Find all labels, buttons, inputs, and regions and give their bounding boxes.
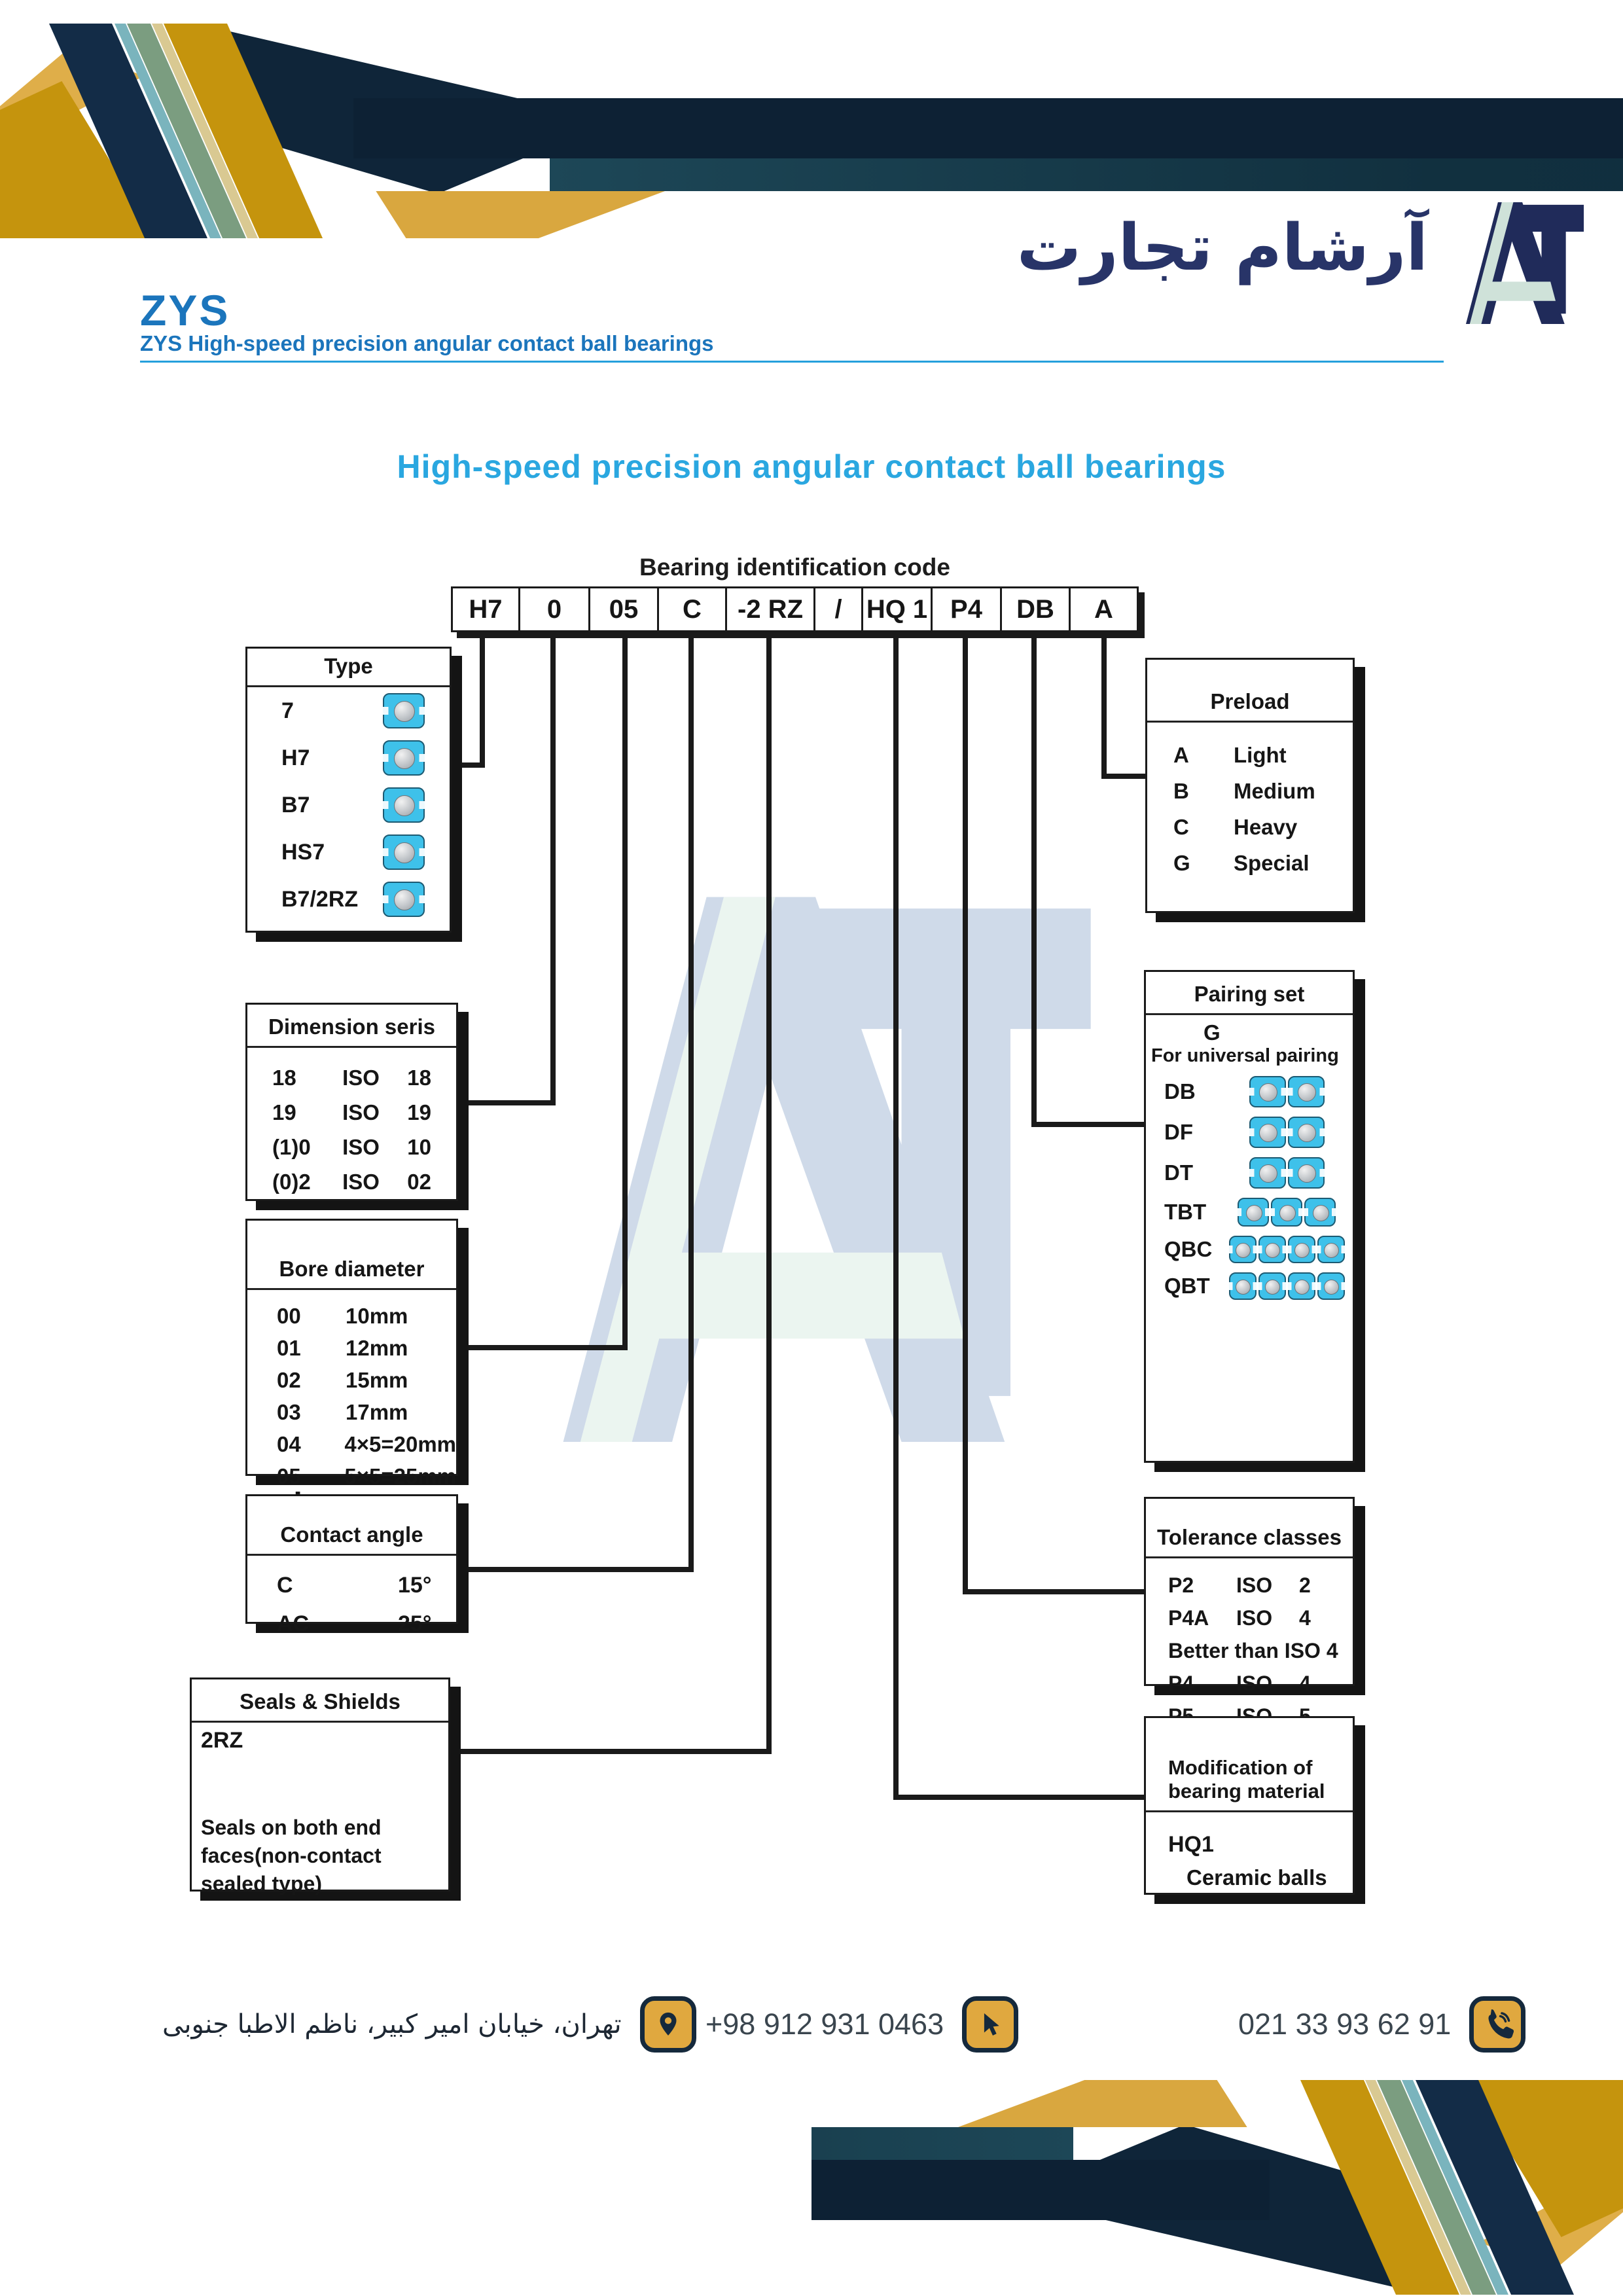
bearing-icon (383, 787, 425, 823)
type-row: H7 (281, 740, 425, 776)
contact-angle-row: C 15° (277, 1573, 432, 1598)
bearing-icon (383, 882, 425, 917)
connector-line (458, 1345, 628, 1350)
pairing-row: QBC (1146, 1236, 1353, 1263)
pairing-universal-code: G (1204, 1020, 1221, 1045)
type-row: HS7 (281, 834, 425, 870)
connector-line (622, 632, 628, 1350)
type-row: B7/2RZ (281, 882, 425, 917)
tolerance-row: Better than ISO 4 (1168, 1639, 1338, 1662)
code-cell-separator: / (815, 588, 863, 630)
connector-line (1101, 632, 1107, 779)
diagram-title: Bearing identification code (639, 554, 950, 581)
code-cell-material: HQ 1 (863, 588, 933, 630)
code-cell-seals: -2 RZ (727, 588, 815, 630)
connector-line (766, 632, 772, 1754)
preload-row: A Light (1173, 743, 1287, 767)
zys-subtitle: ZYS High-speed precision angular contact ball bearings (140, 331, 714, 355)
contact-angle-box (245, 1494, 458, 1636)
connector-line (688, 632, 694, 1572)
bore-row: 01 12mm (277, 1336, 408, 1360)
connector-line (1104, 774, 1149, 779)
connector-line (1034, 1122, 1149, 1127)
tolerance-row: P2 ISO 2 (1168, 1573, 1311, 1597)
connector-line (458, 1567, 694, 1572)
code-cell-contact-angle: C (659, 588, 727, 630)
bore-box-title: Bore diameter (247, 1221, 456, 1290)
page-title: High-speed precision angular contact ball bearings (397, 448, 1226, 485)
seals-code: 2RZ (201, 1728, 243, 1753)
modification-title: Modification of bearing material (1146, 1718, 1353, 1812)
watermark-at-logo (548, 863, 1111, 1465)
bearing-pair-icon (1226, 1076, 1347, 1107)
cursor-icon (962, 1996, 1018, 2053)
connector-line (458, 1100, 556, 1105)
preload-title: Preload (1147, 660, 1353, 723)
address-item (162, 1996, 696, 2053)
code-cell-preload: A (1094, 594, 1113, 624)
decorative-band (550, 158, 1623, 191)
dimension-row: (0)2 ISO 02 (272, 1170, 431, 1194)
bore-diameter-box (245, 1219, 458, 1488)
bearing-code-strip (451, 586, 1139, 632)
dimension-row: (1)0 ISO 10 (272, 1135, 431, 1159)
type-box-title: Type (247, 649, 450, 687)
modification-code: HQ1 (1168, 1832, 1214, 1857)
connector-line (452, 762, 485, 768)
code-cell-tolerance: P4 (933, 588, 1002, 630)
contact-angle-title: Contact angle (247, 1496, 456, 1556)
bearing-triplet-icon (1226, 1198, 1347, 1227)
connector-line (450, 1749, 772, 1754)
bearing-quad-icon (1226, 1236, 1347, 1263)
code-cell-type: H7 (453, 588, 520, 630)
tolerance-row: P4A ISO 4 (1168, 1606, 1311, 1630)
connector-line (480, 632, 485, 768)
dimension-row: 18 ISO 18 (272, 1066, 431, 1090)
bore-row: 03 17mm (277, 1400, 408, 1424)
bore-row: 05 5×5=25mm (277, 1464, 456, 1488)
company-at-logo-icon (1465, 191, 1586, 332)
zys-logo: ZYS (140, 286, 230, 334)
connector-line (963, 632, 968, 1594)
preload-row: B Medium (1173, 779, 1315, 803)
code-cell-pairing: DB (1002, 588, 1071, 630)
code-cell-bore: 05 (590, 588, 659, 630)
pairing-row: DT (1146, 1157, 1353, 1189)
pairing-row: TBT (1146, 1198, 1353, 1227)
modification-box (1144, 1716, 1355, 1895)
brand-name-farsi: آرشام تجارت (1016, 211, 1428, 285)
seals-shields-box (190, 1677, 450, 1896)
bore-row: 02 15mm (277, 1368, 408, 1392)
decorative-ribbon (958, 2080, 1259, 2127)
decorative-band (353, 98, 1623, 158)
connector-line (896, 1795, 1149, 1800)
tolerance-classes-box (1144, 1497, 1355, 1695)
pairing-title: Pairing set (1146, 972, 1353, 1015)
contact-angle-row: AC 25° (277, 1611, 432, 1636)
preload-row: G Special (1173, 851, 1310, 875)
connector-line (893, 632, 899, 1800)
modification-description: Ceramic balls (1186, 1865, 1327, 1890)
pairing-set-box (1144, 970, 1355, 1463)
bearing-quad-icon (1226, 1272, 1347, 1300)
bearing-icon (383, 693, 425, 728)
bearing-pair-icon (1226, 1117, 1347, 1148)
pairing-row: DB (1146, 1076, 1353, 1107)
header-divider-line (140, 361, 1444, 363)
bore-row: 00 10mm (277, 1304, 408, 1328)
decorative-band (812, 2160, 1270, 2220)
phone-number: 021 33 93 62 91 (1238, 2007, 1452, 2041)
tolerance-row: P4 ISO 4 (1168, 1672, 1311, 1695)
bearing-pair-icon (1226, 1157, 1347, 1189)
type-row: 7 (281, 693, 425, 728)
tolerance-title: Tolerance classes (1146, 1499, 1353, 1558)
address-text: تهران، خیابان امیر کبیر، ناظم الاطبا جنوبی (162, 2009, 622, 2039)
connector-line (965, 1589, 1149, 1594)
location-pin-icon (640, 1996, 696, 2053)
preload-box (1145, 658, 1355, 913)
pairing-row: DF (1146, 1117, 1353, 1148)
decorative-band (812, 2127, 1073, 2160)
phone-item (1238, 1996, 1525, 2053)
type-box (245, 647, 452, 933)
dimension-box-title: Dimension seris (247, 1005, 456, 1048)
dimension-series-box (245, 1003, 458, 1201)
mobile-number: +98 912 931 0463 (705, 2007, 944, 2041)
pairing-universal-label: For universal pairing (1151, 1045, 1339, 1066)
mobile-item (705, 1996, 1018, 2053)
connector-line (550, 632, 556, 1105)
phone-icon (1469, 1996, 1525, 2053)
seals-description: Seals on both end faces(non-contact sealed type) (201, 1816, 382, 1896)
connector-line (1031, 632, 1037, 1127)
decorative-ribbon (364, 191, 665, 238)
decorative-footer-ribbons (812, 2080, 1623, 2296)
type-row: B7 (281, 787, 425, 823)
decorative-header-ribbons (0, 18, 1623, 238)
bearing-icon (383, 740, 425, 776)
preload-row: C Heavy (1173, 815, 1298, 839)
pairing-row: QBT (1146, 1272, 1353, 1300)
bearing-icon (383, 834, 425, 870)
code-cell-dimension: 0 (520, 588, 590, 630)
bore-row: 04 4×5=20mm (277, 1432, 456, 1456)
seals-box-title: Seals & Shields (192, 1679, 448, 1723)
dimension-row: 19 ISO 19 (272, 1100, 431, 1124)
